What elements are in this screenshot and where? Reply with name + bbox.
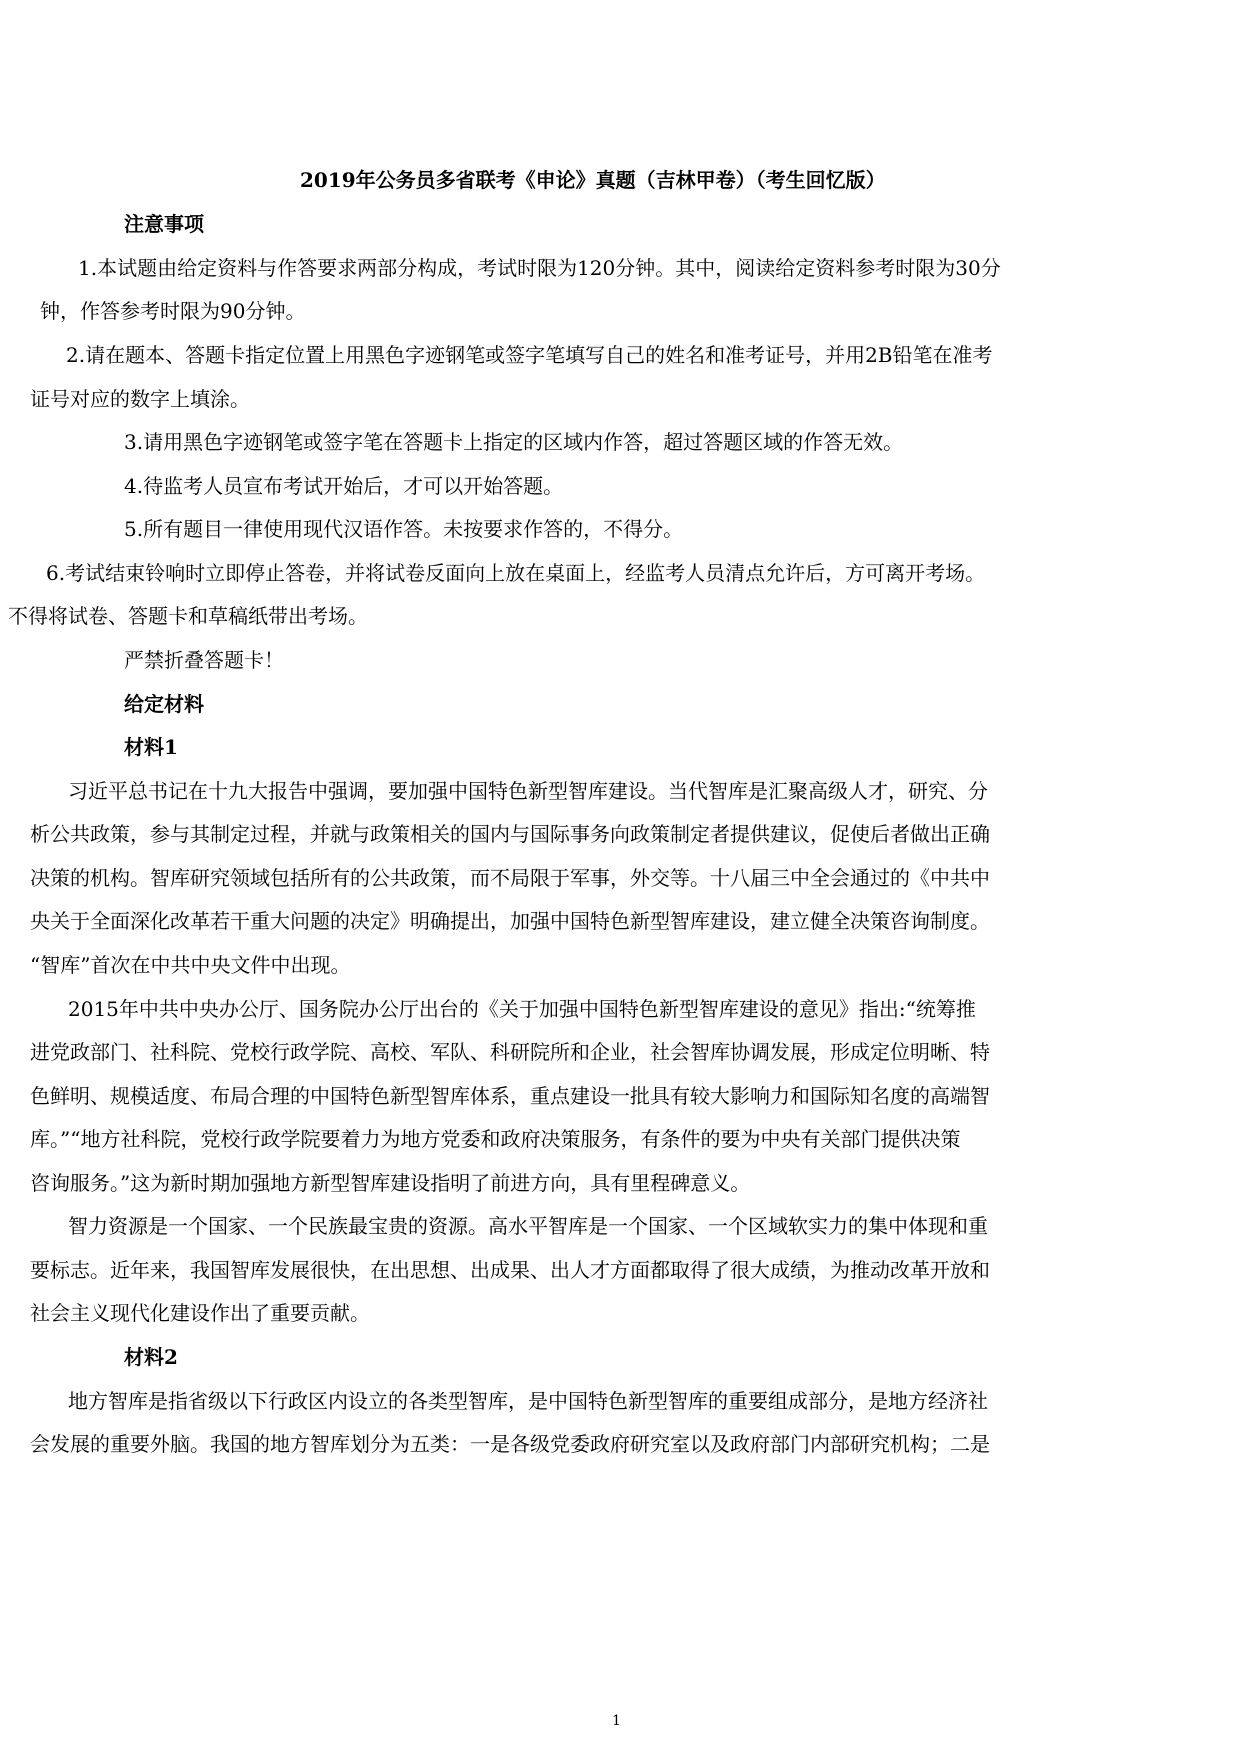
notice-item-3: 3.请用黑色字迹钢笔或签字笔在答题卡上指定的区域内作答，超过答题区域的作答无效。 xyxy=(124,430,904,454)
material-1-heading: 材料1 xyxy=(124,735,178,759)
notice-item-2-line-2: 证号对应的数字上填涂。 xyxy=(30,387,250,411)
notice-item-6-line-1: 6.考试结束铃响时立即停止答卷，并将试卷反面向上放在桌面上，经监考人员清点允许后，方可离开考场。 xyxy=(46,561,986,585)
material-1-paragraph-3-line: 社会主义现代化建设作出了重要贡献。 xyxy=(30,1301,370,1325)
page-number: 1 xyxy=(612,1713,621,1729)
material-2-heading: 材料2 xyxy=(124,1345,178,1369)
document-title: 2019年公务员多省联考《申论》真题（吉林甲卷）（考生回忆版） xyxy=(300,168,886,192)
material-1-paragraph-1-line: 央关于全面深化改革若干重大问题的决定》明确提出，加强中国特色新型智库建设，建立健全决策咨询制度。 xyxy=(30,909,990,933)
material-1-paragraph-2-line: 2015年中共中央办公厅、国务院办公厅出台的《关于加强中国特色新型智库建设的意见》指出:“统筹推 xyxy=(68,997,976,1021)
material-1-paragraph-1-line: “智库”首次在中共中央文件中出现。 xyxy=(30,953,351,977)
materials-heading: 给定材料 xyxy=(124,692,204,716)
notice-item-5: 5.所有题目一律使用现代汉语作答。未按要求作答的，不得分。 xyxy=(124,517,684,541)
material-1-paragraph-2-line: 咨询服务。”这为新时期加强地方新型智库建设指明了前进方向，具有里程碑意义。 xyxy=(30,1171,751,1195)
notice-item-1-line-1: 1.本试题由给定资料与作答要求两部分构成，考试时限为120分钟。其中，阅读给定资料参考时限为30分 xyxy=(78,256,1001,280)
material-1-paragraph-1-line: 决策的机构。智库研究领域包括所有的公共政策，而不局限于军事，外交等。十八届三中全会通过的《中共中 xyxy=(30,866,990,890)
material-1-paragraph-3-line: 要标志。近年来，我国智库发展很快，在出思想、出成果、出人才方面都取得了很大成绩，为推动改革开放和 xyxy=(30,1258,990,1282)
material-2-paragraph-1-line: 会发展的重要外脑。我国的地方智库划分为五类：一是各级党委政府研究室以及政府部门内部研究机构；二是 xyxy=(30,1432,990,1456)
notice-item-6-line-2: 不得将试卷、答题卡和草稿纸带出考场。 xyxy=(8,604,368,628)
material-1-paragraph-1-line: 习近平总书记在十九大报告中强调，要加强中国特色新型智库建设。当代智库是汇聚高级人才，研究、分 xyxy=(68,779,988,803)
material-2-paragraph-1-line: 地方智库是指省级以下行政区内设立的各类型智库，是中国特色新型智库的重要组成部分，是地方经济社 xyxy=(68,1389,988,1413)
material-1-paragraph-2-line: 库。”“地方社科院，党校行政学院要着力为地方党委和政府决策服务，有条件的要为中央有关部门提供决策 xyxy=(30,1127,961,1151)
notice-heading: 注意事项 xyxy=(124,212,204,236)
notice-item-1-line-2: 钟，作答参考时限为90分钟。 xyxy=(40,299,306,323)
notice-item-7: 严禁折叠答题卡！ xyxy=(124,648,284,672)
material-1-paragraph-2-line: 色鲜明、规模适度、布局合理的中国特色新型智库体系，重点建设一批具有较大影响力和国际知名度的高端智 xyxy=(30,1084,990,1108)
material-1-paragraph-3-line: 智力资源是一个国家、一个民族最宝贵的资源。高水平智库是一个国家、一个区域软实力的集中体现和重 xyxy=(68,1214,988,1238)
notice-item-4: 4.待监考人员宣布考试开始后，才可以开始答题。 xyxy=(124,474,564,498)
material-1-paragraph-2-line: 进党政部门、社科院、党校行政学院、高校、军队、科研院所和企业，社会智库协调发展，形成定位明晰、特 xyxy=(30,1040,990,1064)
material-1-paragraph-1-line: 析公共政策，参与其制定过程，并就与政策相关的国内与国际事务向政策制定者提供建议，促使后者做出正确 xyxy=(30,822,990,846)
notice-item-2-line-1: 2.请在题本、答题卡指定位置上用黑色字迹钢笔或签字笔填写自己的姓名和准考证号，并用2B铅笔在准考 xyxy=(66,343,993,367)
